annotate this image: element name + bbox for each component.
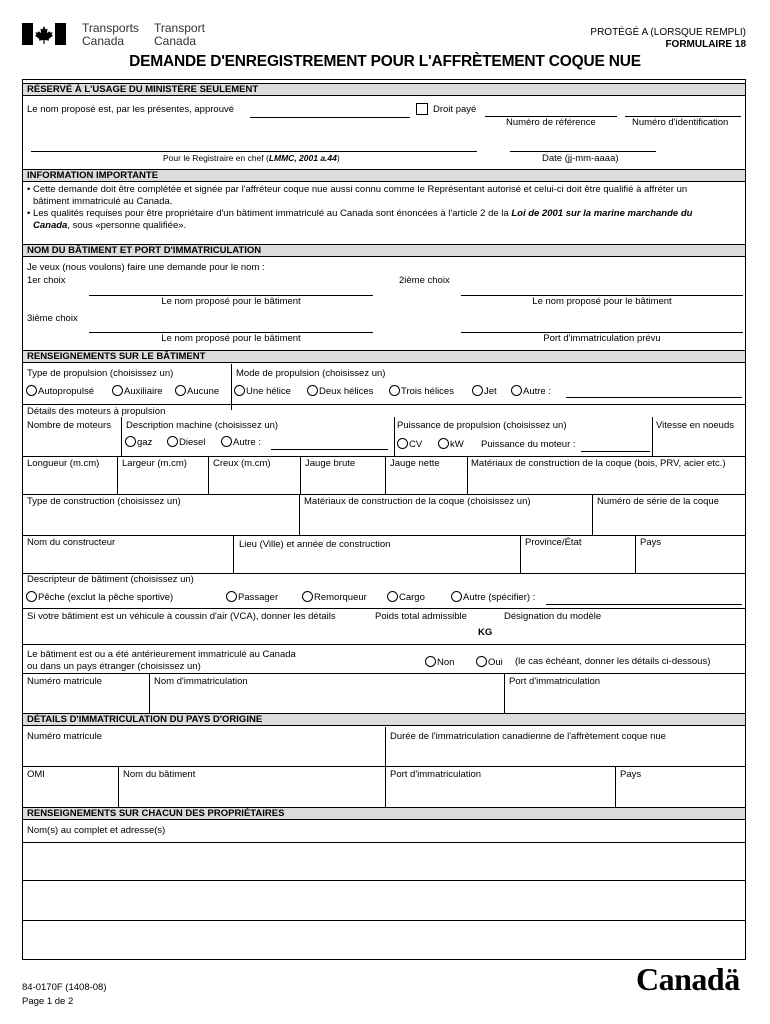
other-descriptor-input-line[interactable] (546, 604, 742, 605)
registrar-signature-line[interactable] (31, 151, 477, 152)
radio-circle[interactable] (476, 656, 487, 667)
radio-circle[interactable] (226, 591, 237, 602)
registrar-law: LMMC, 2001 a.44 (268, 153, 337, 163)
net-tonnage-label: Jauge nette (390, 458, 440, 469)
form-code: 84-0170F (1408-08) (22, 982, 107, 993)
form-header-right (590, 27, 746, 51)
radio-label: gaz (137, 437, 153, 448)
radio-label: Autre : (523, 386, 551, 397)
department-name-en (82, 22, 139, 48)
radio-label: kW (450, 439, 464, 450)
bullet-2-line1 (27, 208, 743, 220)
bullet-1-line2: bâtiment immatriculé au Canada. (33, 196, 173, 207)
radio-kw[interactable] (438, 438, 464, 450)
place-year-label: Lieu (Ville) et année de construction (239, 539, 391, 550)
divider (149, 673, 150, 713)
origin-country-label: Pays (620, 769, 642, 780)
radio-circle[interactable] (438, 438, 449, 449)
descriptor-label: Descripteur de bâtiment (choisissez un) (27, 574, 194, 585)
previous-registration-line2: ou dans un pays étranger (choisissez un) (27, 661, 201, 672)
divider (300, 456, 301, 495)
ship-name-label: Nom du bâtiment (123, 769, 196, 780)
radio-circle[interactable] (397, 438, 408, 449)
approved-name-line[interactable] (250, 117, 410, 118)
divider (385, 456, 386, 495)
country-label: Pays (640, 537, 662, 548)
power-label: Puissance de propulsion (choisissez un) (397, 420, 567, 431)
divider (23, 766, 745, 767)
divider (394, 417, 395, 457)
radio-label: Autre : (233, 437, 261, 448)
hull-material-label: Matériaux de construction de la coque (choisissez un) (304, 496, 531, 507)
radio-label: Deux hélices (319, 386, 374, 397)
radio-circle[interactable] (425, 656, 436, 667)
radio-tug[interactable] (302, 591, 367, 603)
radio-label: Passager (238, 592, 279, 603)
important-info-text (27, 184, 743, 232)
radio-circle[interactable] (112, 385, 123, 396)
construction-type-label: Type de construction (choisissez un) (27, 496, 181, 507)
first-choice-label: 1er choix (27, 275, 66, 286)
propulsion-mode-label: Mode de propulsion (choisissez un) (236, 368, 386, 379)
radio-circle[interactable] (221, 436, 232, 447)
radio-passenger[interactable] (226, 591, 278, 603)
name-request-intro: Je veux (nous voulons) faire une demande pour le nom : (27, 262, 265, 273)
imo-label: OMI (27, 769, 45, 780)
bullet-2-text: • Les qualités requises pour être propriétaire d'un bâtiment immatriculé au Canada sont énoncées à l'article 2 de la (27, 208, 512, 219)
radio-circle[interactable] (26, 385, 37, 396)
radio-circle[interactable] (387, 591, 398, 602)
fee-paid-checkbox[interactable] (416, 103, 428, 115)
bullet-2-line2 (27, 220, 743, 232)
dept-en-line2: Canada (82, 34, 125, 48)
third-choice-caption: Le nom proposé pour le bâtiment (161, 333, 301, 344)
divider (117, 456, 118, 495)
divider (23, 608, 745, 609)
gross-tonnage-label: Jauge brute (305, 458, 356, 469)
divider (23, 494, 745, 495)
radio-diesel[interactable] (167, 436, 205, 448)
radio-three-propellers[interactable] (389, 385, 454, 397)
radio-circle[interactable] (472, 385, 483, 396)
radio-other-descriptor[interactable] (451, 591, 535, 603)
protected-label: PROTÉGÉ A (LORSQUE REMPLI) (590, 27, 746, 38)
divider (23, 920, 745, 921)
radio-label: Autre (spécifier) : (463, 592, 536, 603)
width-label: Largeur (m.cm) (122, 458, 187, 469)
divider (121, 417, 122, 457)
other-machine-input-line[interactable] (271, 449, 388, 450)
divider (635, 535, 636, 574)
radio-other-mode[interactable] (511, 385, 551, 397)
bullet-2-law-end: Canada (33, 220, 68, 231)
second-choice-caption: Le nom proposé pour le bâtiment (532, 296, 672, 307)
radio-label: Diesel (179, 437, 206, 448)
maple-leaf-icon (22, 23, 66, 45)
radio-label: Auxiliaire (124, 386, 163, 397)
speed-label: Vitesse en noeuds (656, 420, 734, 431)
radio-circle[interactable] (125, 436, 136, 447)
radio-circle[interactable] (389, 385, 400, 396)
radio-label: Cargo (399, 592, 425, 603)
first-choice-caption: Le nom proposé pour le bâtiment (161, 296, 301, 307)
radio-auxiliary[interactable] (112, 385, 163, 397)
radio-autopropelled[interactable] (26, 385, 94, 397)
radio-label: CV (409, 439, 423, 450)
divider (504, 673, 505, 713)
divider (208, 456, 209, 495)
radio-circle[interactable] (302, 591, 313, 602)
section-heading-important-info: INFORMATION IMPORTANTE (23, 169, 745, 182)
divider (385, 727, 386, 807)
divider (520, 535, 521, 574)
radio-circle[interactable] (175, 385, 186, 396)
radio-circle[interactable] (451, 591, 462, 602)
engine-power-input-line[interactable] (581, 451, 650, 452)
divider (23, 673, 745, 674)
depth-label: Creux (m.cm) (213, 458, 271, 469)
hull-material-details-label: Matériaux de construction de la coque (bois, PRV, acier etc.) (471, 458, 726, 469)
registrar-pre: Pour le Registraire en chef ( (163, 153, 269, 163)
radio-two-propellers[interactable] (307, 385, 373, 397)
radio-gas[interactable] (125, 436, 152, 448)
radio-circle[interactable] (234, 385, 245, 396)
charter-duration-label: Durée de l'immatriculation canadienne de l'affrètement coque nue (390, 731, 666, 742)
machine-desc-label: Description machine (choisissez un) (126, 420, 279, 431)
registration-port-label: Port d'immatriculation (509, 676, 601, 687)
registration-name-label: Nom d'immatriculation (154, 676, 248, 687)
divider (233, 535, 234, 574)
divider (652, 417, 653, 457)
kg-unit: KG (478, 627, 493, 638)
approved-label: Le nom proposé est, par les présentes, approuvé (27, 104, 235, 115)
radio-label: Aucune (187, 386, 220, 397)
province-label: Province/État (525, 537, 582, 548)
bullet-2-law: Loi de 2001 sur la marine marchande du (511, 208, 693, 219)
fee-paid-label: Droit payé (433, 104, 477, 115)
radio-none[interactable] (175, 385, 219, 397)
weight-label: Poids total admissible (375, 611, 467, 622)
divider (23, 456, 745, 457)
canada-flag-logo (22, 23, 66, 45)
num-engines-label: Nombre de moteurs (27, 420, 111, 431)
owners-names-label: Nom(s) au complet et adresse(s) (27, 825, 166, 836)
divider (592, 494, 593, 536)
radio-hp[interactable] (397, 438, 422, 450)
divider (299, 494, 300, 536)
divider (23, 644, 745, 645)
identification-number-label: Numéro d'identification (632, 117, 729, 128)
canada-wordmark-logo: Canadä (636, 961, 740, 997)
radio-fishing[interactable] (26, 591, 173, 603)
hovercraft-label: Si votre bâtiment est un véhicule à coussin d'air (VCA), donner les détails (27, 611, 336, 622)
previous-registration-line1: Le bâtiment est ou a été antérieurement immatriculé au Canada (27, 649, 296, 660)
origin-official-number-label: Numéro matricule (27, 731, 102, 742)
length-label: Longueur (m.cm) (27, 458, 100, 469)
propulsion-type-label: Type de propulsion (choisissez un) (27, 368, 174, 379)
model-label: Désignation du modèle (504, 611, 602, 622)
divider (23, 880, 745, 881)
radio-circle[interactable] (167, 436, 178, 447)
divider (23, 842, 745, 843)
application-form (22, 79, 746, 960)
date-line[interactable] (510, 151, 656, 152)
dept-fr-line2: Canada (154, 34, 197, 48)
radio-one-propeller[interactable] (234, 385, 291, 397)
section-heading-origin-registration: DÉTAILS D'IMMATRICULATION DU PAYS D'ORIGINE (23, 713, 745, 726)
page-number: Page 1 de 2 (22, 996, 74, 1007)
date-label: Date (jj-mm-aaaa) (542, 153, 619, 164)
official-number-label: Numéro matricule (27, 676, 102, 687)
registrar-post: ) (336, 153, 340, 163)
radio-label: Non (437, 657, 455, 668)
yes-note: (le cas échéant, donner les détails ci-dessous) (515, 656, 711, 667)
dept-en-line1: Transports (82, 21, 139, 35)
radio-jet[interactable] (472, 385, 497, 397)
section-heading-official-use: RÉSERVÉ À L'USAGE DU MINISTÈRE SEULEMENT (23, 83, 745, 96)
second-choice-label: 2ième choix (399, 275, 450, 286)
bullet-1-line1: • Cette demande doit être complétée et signée par l'affréteur coque nue aussi connu comme le Représentant autorisé et celui-ci doit être qualifié à affréter un (27, 184, 688, 195)
port-caption: Port d'immatriculation prévu (543, 333, 661, 344)
registrar-label (163, 153, 340, 164)
other-mode-input-line[interactable] (566, 397, 742, 398)
engine-details-label: Détails des moteurs à propulsion (27, 406, 166, 417)
radio-label: Remorqueur (314, 592, 367, 603)
form-footer-code (22, 981, 107, 1009)
section-heading-owners: RENSEIGNEMENTS SUR CHACUN DES PROPRIÉTAIRES (23, 807, 745, 820)
radio-label: Une hélice (246, 386, 291, 397)
divider (23, 404, 745, 405)
divider (467, 456, 468, 495)
section-heading-vessel-info: RENSEIGNEMENTS SUR LE BÂTIMENT (23, 350, 745, 363)
radio-label: Oui (488, 657, 503, 668)
divider (23, 535, 745, 536)
form-title: DEMANDE D'ENREGISTREMENT POUR L'AFFRÈTEMENT COQUE NUE (129, 53, 641, 70)
engine-power-label: Puissance du moteur : (481, 439, 576, 450)
hull-serial-label: Numéro de série de la coque (597, 496, 719, 507)
builder-label: Nom du constructeur (27, 537, 116, 548)
radio-label: Trois hélices (401, 386, 454, 397)
radio-circle[interactable] (26, 591, 37, 602)
radio-label: Autopropulsé (38, 386, 94, 397)
third-choice-label: 3ième choix (27, 313, 78, 324)
radio-label: Jet (484, 386, 497, 397)
origin-port-label: Port d'immatriculation (390, 769, 482, 780)
radio-circle[interactable] (511, 385, 522, 396)
radio-other-machine[interactable] (221, 436, 261, 448)
radio-label: Pêche (exclut la pêche sportive) (38, 592, 174, 603)
radio-yes[interactable] (476, 656, 503, 668)
divider (118, 766, 119, 807)
radio-no[interactable] (425, 656, 454, 668)
form-number: FORMULAIRE 18 (665, 39, 746, 50)
radio-cargo[interactable] (387, 591, 425, 603)
divider (615, 766, 616, 807)
section-heading-vessel-name: NOM DU BÂTIMENT ET PORT D'IMMATRICULATION (23, 244, 745, 257)
dept-fr-line1: Transport (154, 21, 205, 35)
reference-number-label: Numéro de référence (506, 117, 596, 128)
department-name-fr (154, 22, 205, 48)
bullet-2-end: , sous «personne qualifiée». (67, 220, 187, 231)
radio-circle[interactable] (307, 385, 318, 396)
